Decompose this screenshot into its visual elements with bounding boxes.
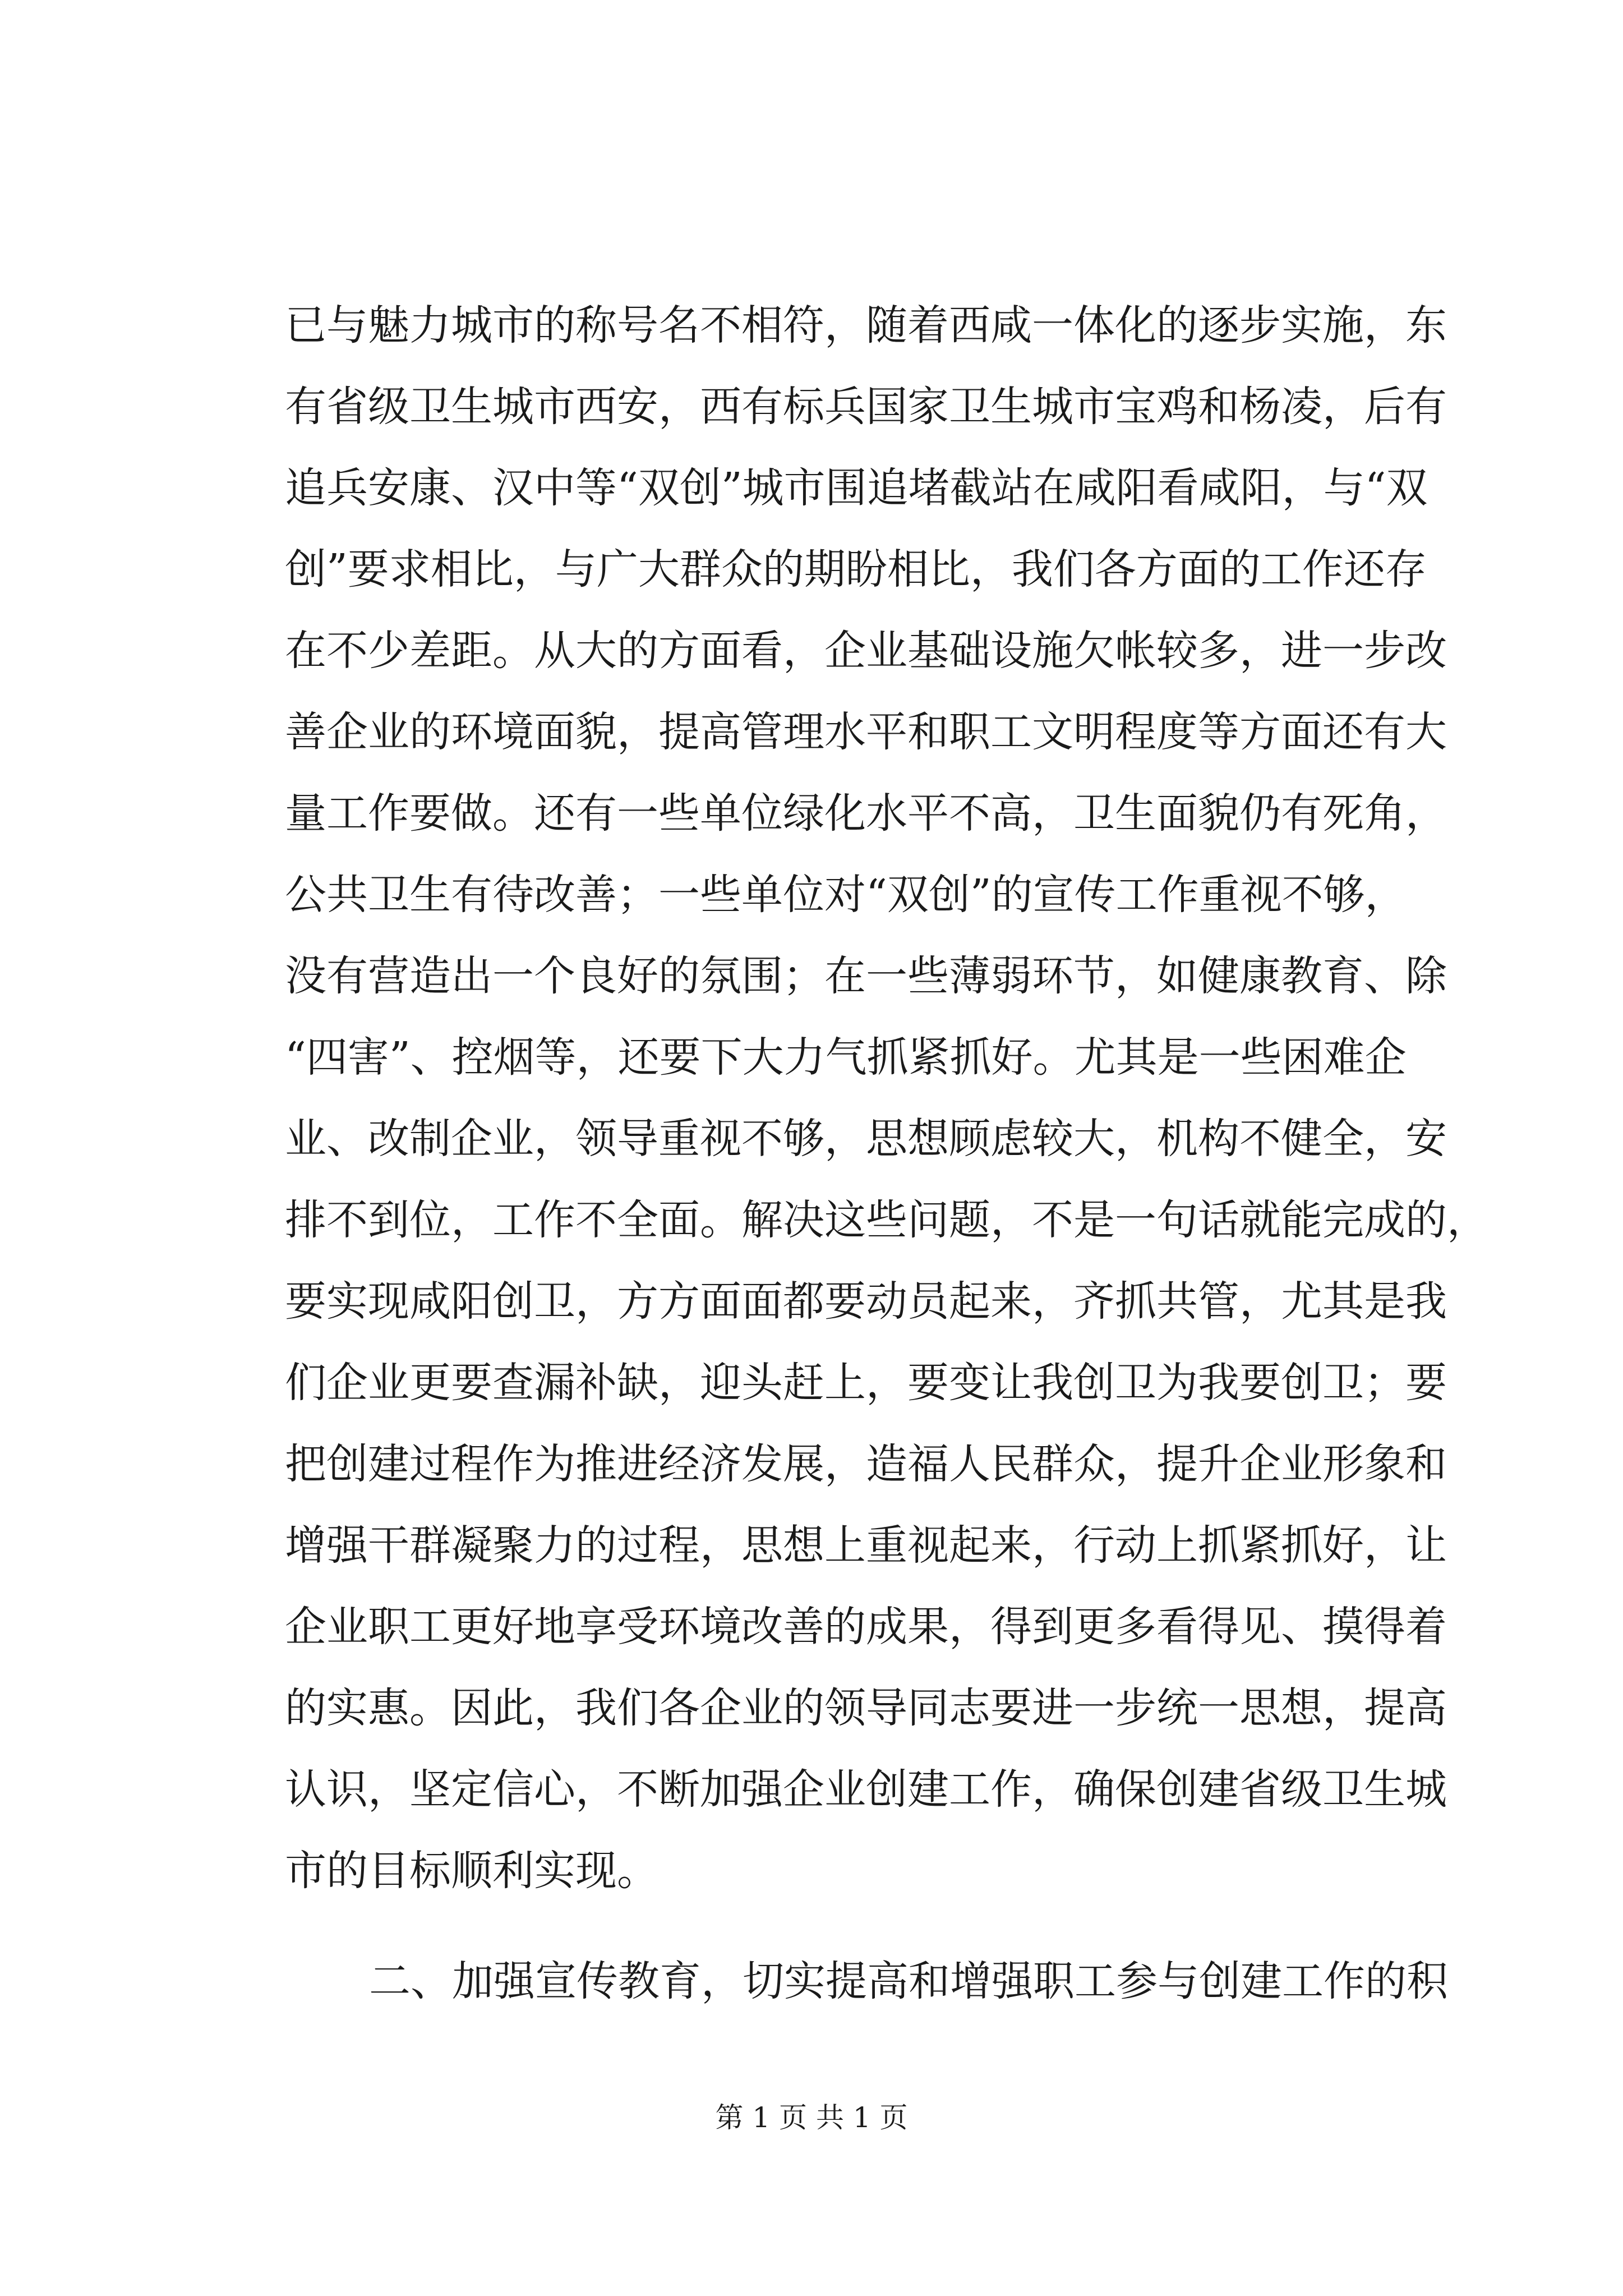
text-line: 在不少差距。从大的方面看，企业基础设施欠帐较多，进一步改 <box>285 627 1447 675</box>
text-line: 把创建过程作为推进经济发展，造福人民群众，提升企业形象和 <box>285 1440 1447 1488</box>
text-line: 们企业更要查漏补缺，迎头赶上，要变让我创卫为我要创卫；要 <box>285 1359 1447 1407</box>
text-line: 善企业的环境面貌，提高管理水平和职工文明程度等方面还有大 <box>285 708 1447 756</box>
text-line: 企业职工更好地享受环境改善的成果，得到更多看得见、摸得着 <box>285 1603 1447 1651</box>
page-number: 第 1 页 共 1 页 <box>715 2101 908 2134</box>
text-line: 追兵安康、汉中等“双创”城市围追堵截站在咸阳看咸阳，与“双 <box>285 464 1428 512</box>
text-line: 的实惠。因此，我们各企业的领导同志要进一步统一思想，提高 <box>285 1684 1447 1732</box>
text-line: 认识，坚定信心，不断加强企业创建工作，确保创建省级卫生城 <box>285 1765 1447 1814</box>
text-line: 业、改制企业，领导重视不够，思想顾虑较大，机构不健全，安 <box>285 1115 1447 1163</box>
paragraph-spacer <box>285 1912 1339 1941</box>
text-line: 市的目标顺利实现。 <box>285 1847 658 1895</box>
paragraph-2 <box>285 1941 1448 2022</box>
text-line: 没有营造出一个良好的氛围；在一些薄弱环节，如健康教育、除 <box>285 952 1447 1000</box>
section-heading-line: 二、加强宣传教育，切实提高和增强职工参与创建工作的积 <box>369 1957 1448 2005</box>
text-line: 增强干群凝聚力的过程，思想上重视起来，行动上抓紧抓好，让 <box>285 1521 1447 1570</box>
text-line: 要实现咸阳创卫，方方面面都要动员起来，齐抓共管，尤其是我 <box>285 1277 1447 1326</box>
paragraph-1 <box>285 285 1488 1912</box>
text-line: 创”要求相比，与广大群众的期盼相比，我们各方面的工作还存 <box>285 545 1427 593</box>
text-line: 排不到位，工作不全面。解决这些问题，不是一句话就能完成的， <box>285 1196 1488 1244</box>
page-footer <box>0 2101 1623 2134</box>
text-line: 已与魅力城市的称号名不相符，随着西咸一体化的逐步实施，东 <box>285 301 1447 349</box>
text-line: 公共卫生有待改善；一些单位对“双创”的宣传工作重视不够， <box>285 871 1407 919</box>
text-line: 量工作要做。还有一些单位绿化水平不高，卫生面貌仍有死角， <box>285 789 1447 838</box>
text-line: “四害”、控烟等，还要下大力气抓紧抓好。尤其是一些困难企 <box>285 1033 1407 1082</box>
document-body <box>285 285 1488 2022</box>
text-line: 有省级卫生城市西安，西有标兵国家卫生城市宝鸡和杨凌，后有 <box>285 383 1447 431</box>
